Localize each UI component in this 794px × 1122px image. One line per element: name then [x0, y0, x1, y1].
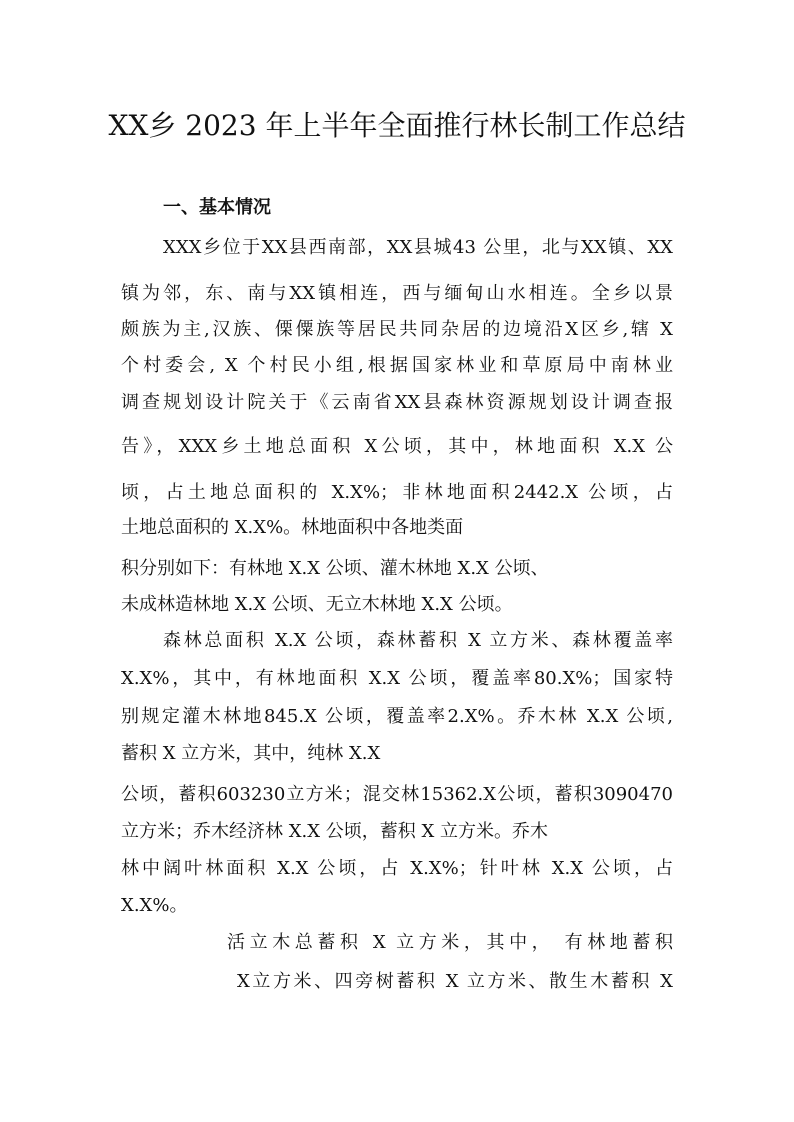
paragraph-line: 立方米；乔木经济林 X.X 公顷，蓄积 X 立方米。乔木 — [121, 821, 549, 842]
paragraph-line: 镇为邻，东、南与XX镇相连，西与缅甸山水相连。全乡以景 — [121, 283, 673, 304]
paragraph-line: 积分别如下：有林地 X.X 公顷、灌木林地 X.X 公顷、 — [121, 558, 549, 579]
paragraph-line: 蓄积 X 立方米，其中，纯林 X.X — [121, 743, 381, 764]
paragraph-line: 别规定灌木林地845.X 公顷，覆盖率2.X%。乔木林 X.X 公顷, — [121, 706, 673, 727]
paragraph-line: XXX乡位于XX县西南部，XX县城43 公里，北与XX镇、XX — [163, 237, 673, 258]
paragraph-line: 顷，占土地总面积的 X.X%；非林地面积2442.X 公顷，占 — [121, 482, 673, 503]
paragraph-line: 未成林造林地 X.X 公顷、无立木林地 X.X 公顷。 — [121, 594, 513, 615]
paragraph-line: 森林总面积 X.X 公顷，森林蓄积 X 立方米、森林覆盖率 — [163, 630, 673, 651]
paragraph-line: 公顷，蓄积603230立方米；混交林15362.X公顷，蓄积3090470 — [121, 784, 673, 805]
paragraph-line: X立方米、四旁树蓄积 X 立方米、散生木蓄积 X — [237, 971, 673, 992]
paragraph-line: 活立木总蓄积 X 立方米，其中， 有林地蓄积 — [227, 932, 673, 953]
paragraph-line: X.X%，其中，有林地面积 X.X 公顷，覆盖率80.X%；国家特 — [121, 668, 673, 689]
paragraph-line: 告》，XXX乡土地总面积 X公顷，其中，林地面积 X.X 公 — [121, 436, 673, 457]
paragraph-line: X.X%。 — [121, 895, 188, 916]
paragraph-line: 土地总面积的 X.X%。林地面积中各地类面 — [121, 517, 464, 538]
section-heading: 一、基本情况 — [163, 197, 271, 218]
document-title: XX乡 2023 年上半年全面推行林长制工作总结 — [108, 109, 686, 142]
paragraph-line: 个村委会, X 个村民小组,根据国家林业和草原局中南林业 — [121, 355, 673, 376]
paragraph-line: 颇族为主,汉族、傈僳族等居民共同杂居的边境沿X区乡,辖 X — [121, 319, 673, 340]
paragraph-line: 调查规划设计院关于《云南省XX县森林资源规划设计调查报 — [121, 392, 673, 413]
paragraph-line: 林中阔叶林面积 X.X 公顷，占 X.X%；针叶林 X.X 公顷，占 — [121, 858, 673, 879]
